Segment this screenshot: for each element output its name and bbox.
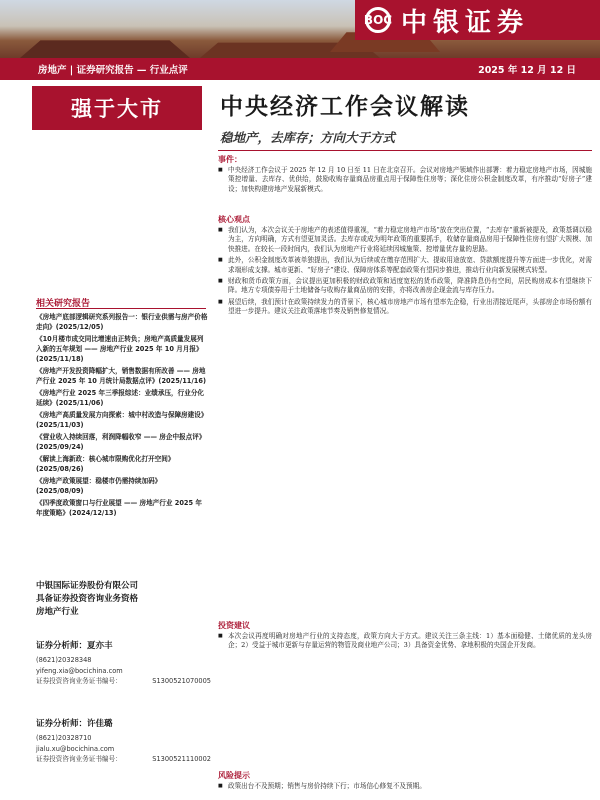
left-column	[0, 80, 216, 800]
risk-text: ■ 政策出台不及预期；销售与房价持续下行；市场信心修复不及预期。	[218, 782, 592, 791]
firm-sector: 房地产行业	[36, 607, 79, 617]
report-title: 中央经济工作会议解读	[220, 94, 470, 120]
boc-logo-icon: BOC	[365, 7, 391, 33]
related-reports-list	[36, 312, 208, 520]
license-label: 证券投资咨询业务证书编号：	[36, 755, 122, 763]
analyst-card	[36, 718, 211, 765]
related-report-item[interactable]: 《房地产行业 2025 年三季报综述：业绩承压，行业分化延续》(2025/11/06)	[36, 389, 205, 407]
risk-heading: 风险提示	[218, 771, 250, 780]
related-report-item[interactable]: 《解读上海新政：核心城市限购优化打开空间》(2025/08/26)	[36, 455, 175, 473]
related-report-item[interactable]: 《营业收入持续回落，利润降幅收窄 —— 房企中报点评》(2025/09/24)	[36, 433, 206, 451]
header-banner	[0, 0, 600, 58]
event-text: ■ 中央经济工作会议于 2025 年 12 月 10 日至 11 日在北京召开。会议对房地产领域作出部署：着力稳定房地产市场，因城施策控增量、去库存、优供给，鼓励收购存量商品房重点用于保障性住房等；深化住房公积金制度改革，有序推动“好房子”建设；加快构建房地产发展新模式。	[218, 166, 592, 194]
core-heading: 核心观点	[218, 215, 250, 224]
firm-name: 中银国际证券股份有限公司	[36, 581, 139, 591]
breadcrumb: 房地产 | 证券研究报告 — 行业点评	[38, 65, 188, 76]
analyst-email[interactable]: jialu.xu@bocichina.com	[36, 744, 115, 753]
core-paragraph: ■ 财政和货币政策方面，会议提出更加积极的财政政策和适度宽松的货币政策，降准降息仍有空间，居民购房成本有望继续下降。地方专项债券用于土地储备与收购存量商品房的安排，亦将改善房企现金流与库存压力。	[218, 277, 592, 296]
brand-name: 中银证券	[401, 7, 530, 38]
related-reports-title: 相关研究报告	[36, 299, 91, 309]
related-report-item[interactable]: 《房地产开发投资降幅扩大，销售数据有所改善 —— 房地产行业 2025 年 10 月统计局数据点评》(2025/11/16)	[36, 367, 206, 385]
firm-info	[36, 580, 208, 619]
event-section	[218, 166, 592, 196]
main-column	[218, 80, 592, 800]
analyst-phone: (8621)20328348	[36, 656, 92, 664]
divider	[218, 150, 592, 151]
related-report-item[interactable]: 《房地产底部逻辑研究系列报告一：银行业供需与房产价格走向》(2025/12/05)	[36, 313, 208, 331]
divider	[36, 308, 206, 309]
license-label: 证券投资咨询业务证书编号：	[36, 677, 122, 685]
rating-badge: 强于大市	[32, 86, 202, 130]
related-report-item[interactable]: 《房地产政策展望：稳楼市仍需持续加码》(2025/08/09)	[36, 477, 162, 495]
related-report-item[interactable]: 《10月楼市成交同比增速由正转负；房地产高质量发展列入新的五年规划 —— 房地产行业 2025 年 10 月月报》(2025/11/18)	[36, 335, 204, 363]
invest-heading: 投资建议	[218, 621, 250, 630]
related-report-item[interactable]: 《房地产高质量发展方向探索：城中村改造与保障房建设》(2025/11/03)	[36, 411, 208, 429]
core-section	[218, 226, 592, 319]
report-subtitle: 稳地产，去库存；方向大于方式	[220, 130, 396, 145]
core-paragraph: ■ 此外，公积金制度改革被单独提出，我们认为后续或在缴存范围扩大、提取用途放宽、贷款额度提升等方面进一步优化，对需求端形成支撑。城市更新、“好房子”建设、保障房体系等配套政策有望同步推进，推动行业向新发展模式转型。	[218, 256, 592, 275]
license-number: S1300521110002	[152, 755, 211, 763]
firm-qualification: 具备证券投资咨询业务资格	[36, 594, 139, 604]
roof-decoration	[20, 36, 190, 58]
license-number: S1300521070005	[152, 677, 211, 685]
risk-section	[218, 782, 592, 793]
analyst-card	[36, 640, 211, 687]
invest-text: ■ 本次会议再度明确对房地产行业的支持态度，政策方向大于方式。建议关注三条主线：1）基本面稳健、土储优质的龙头房企；2）受益于城市更新与存量运营的物管及商业地产公司；3）具备资金优势、拿地积极的央国企开发商。	[218, 632, 592, 651]
report-date: 2025 年 12 月 12 日	[478, 65, 576, 76]
analyst-license	[36, 676, 211, 687]
analyst-phone: (8621)20328710	[36, 734, 92, 742]
analyst-name: 证券分析师：许佳璐	[36, 719, 113, 729]
brand-box	[355, 0, 600, 40]
core-paragraph: ■ 我们认为，本次会议关于房地产的表述值得重视，“着力稳定房地产市场”放在突出位置，“去库存”重新被提及，政策基调以稳为主，方向明确，方式有望更加灵活。去库存或成为明年政策的重要抓手，收储存量商品房用于保障性住房有望扩大规模、加快推进。在较长一段时间内，我们认为房地产行业将延续因城施策、控增量优存量的思路。	[218, 226, 592, 254]
analyst-email[interactable]: yifeng.xia@bocichina.com	[36, 666, 123, 675]
meta-bar	[0, 58, 600, 80]
analyst-name: 证券分析师：夏亦丰	[36, 641, 113, 651]
invest-section	[218, 632, 592, 653]
related-report-item[interactable]: 《四季度政策窗口与行业展望 —— 房地产行业 2025 年年度策略》(2024/12/13)	[36, 499, 203, 517]
event-heading: 事件：	[218, 155, 242, 164]
analyst-license	[36, 754, 211, 765]
core-paragraph: ■ 展望后续，我们预计在政策持续发力的背景下，核心城市房地产市场有望率先企稳，行业出清接近尾声，头部房企市场份额有望进一步提升。建议关注政策落地节奏及销售修复情况。	[218, 298, 592, 317]
